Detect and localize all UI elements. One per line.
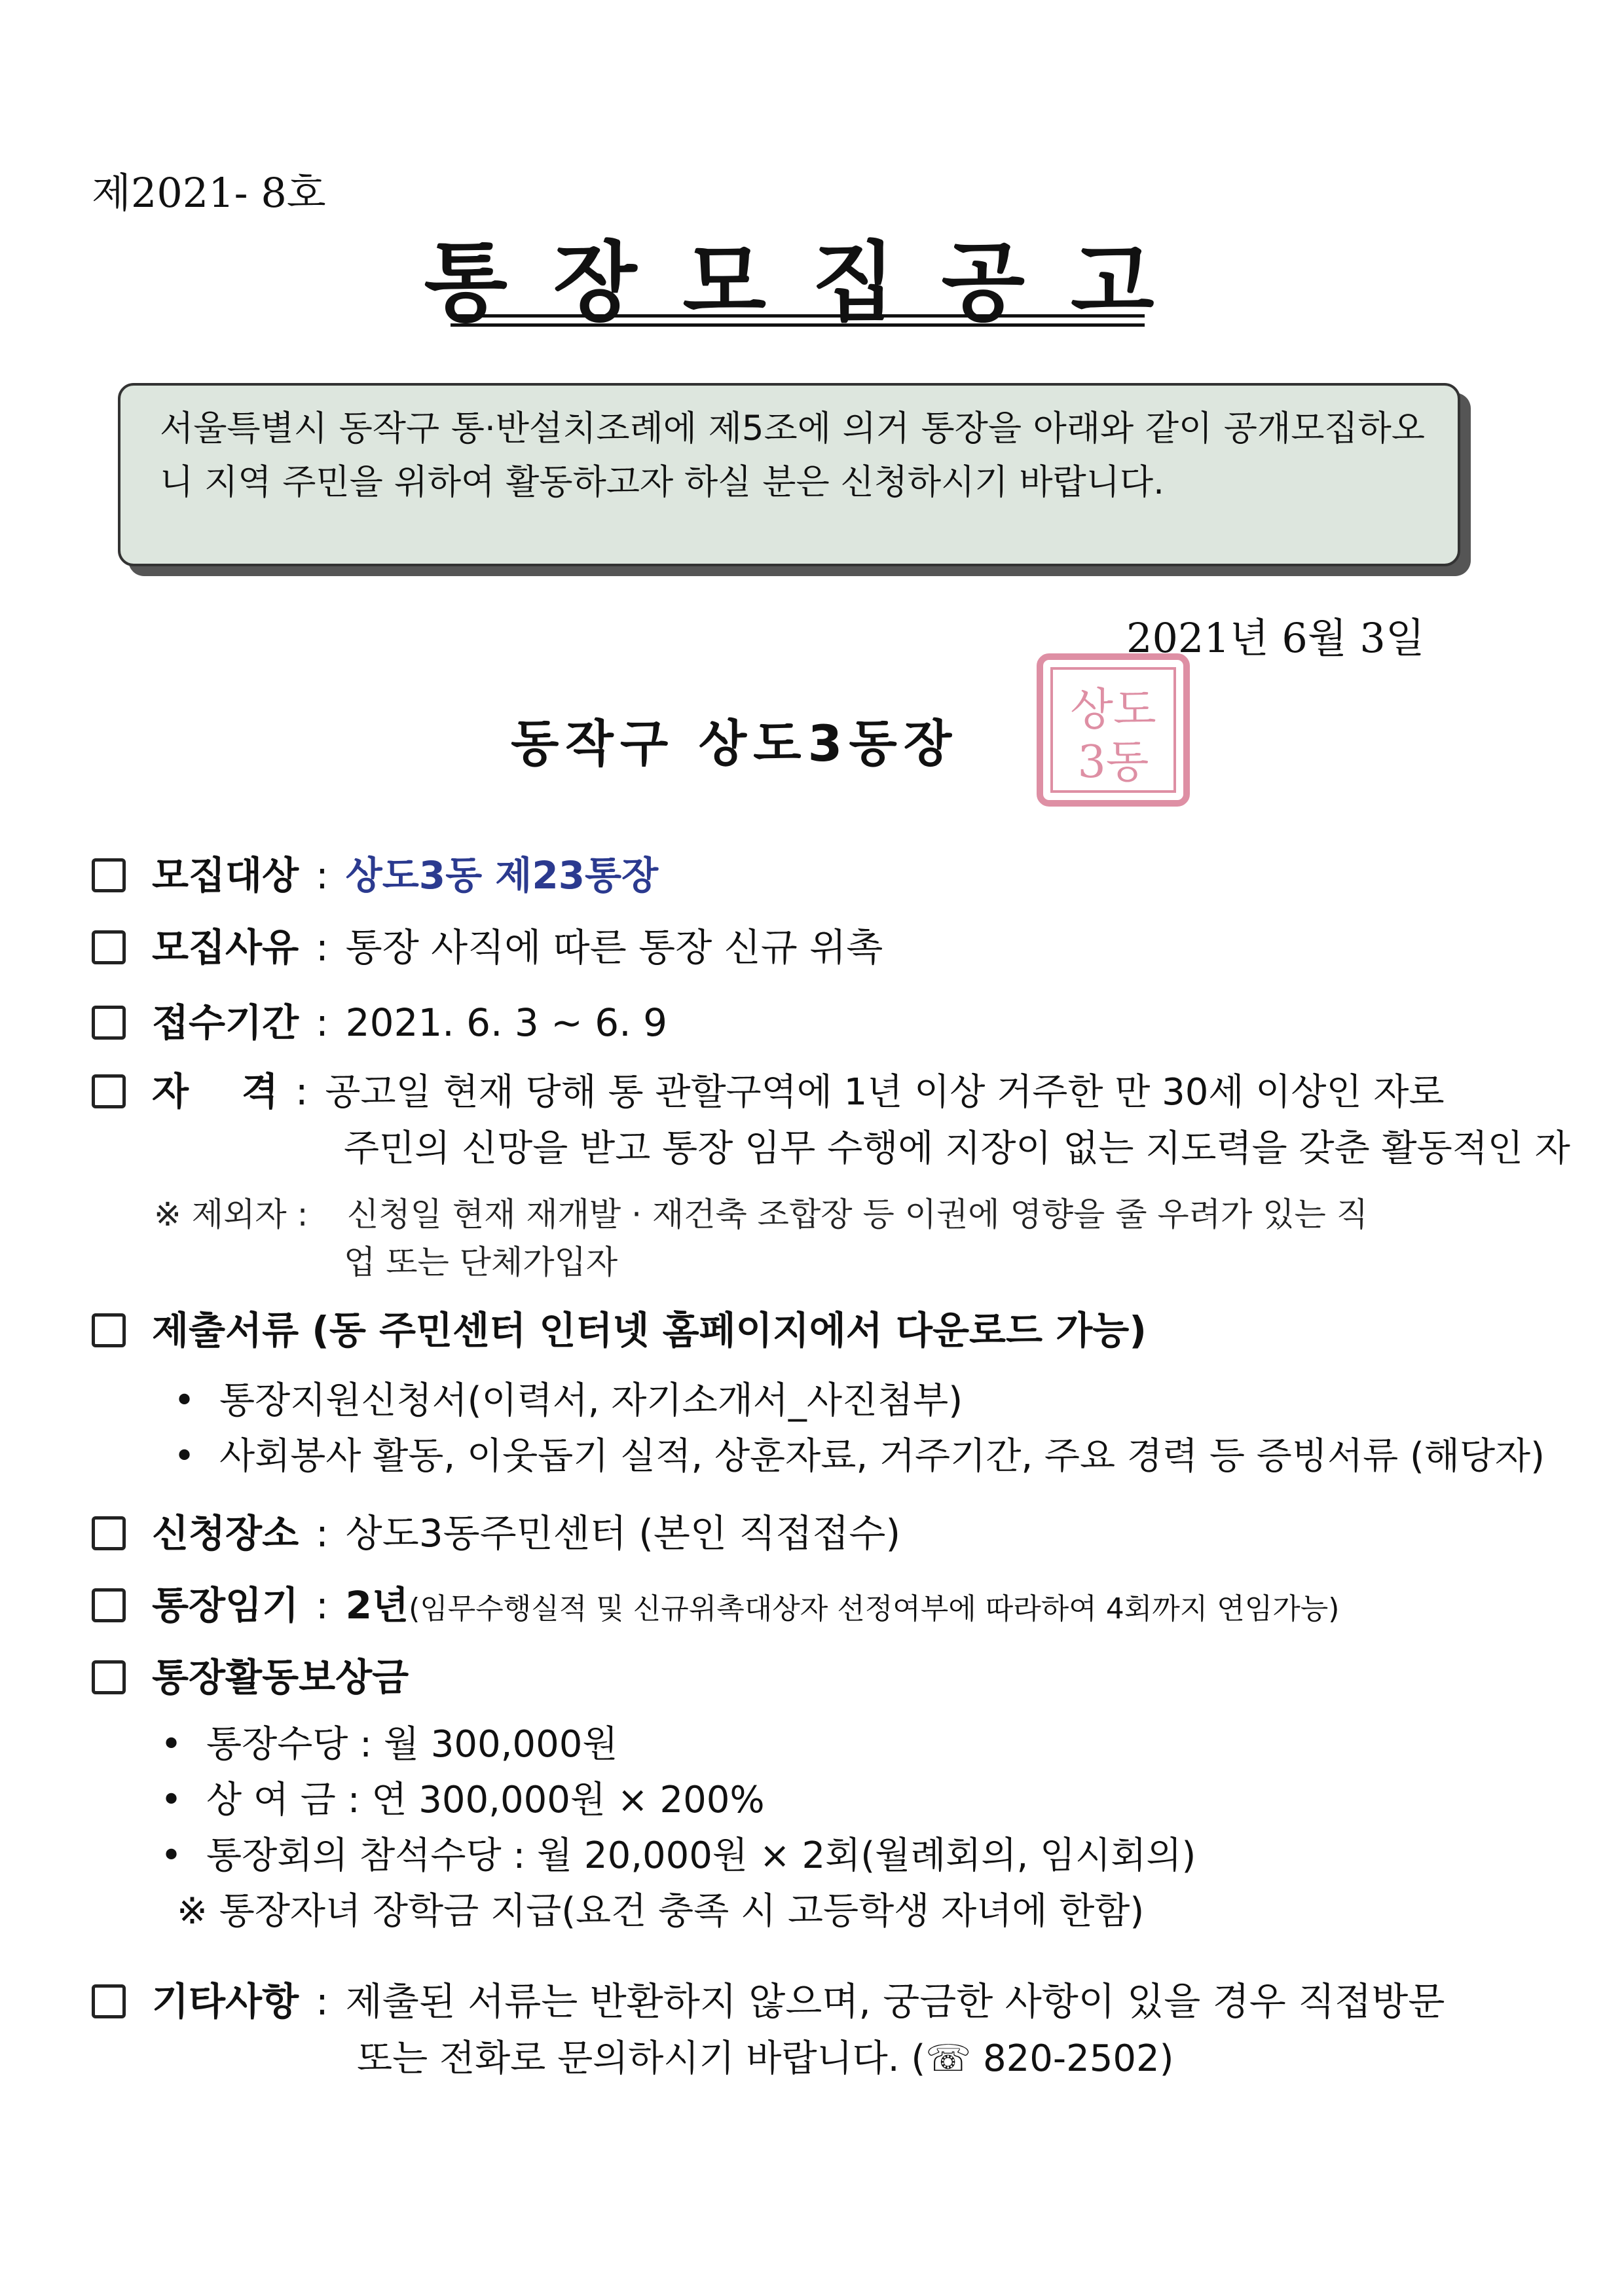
compensation-bullet-3: • 통장회의 참석수당 : 월 20,000원 × 2회(월례회의, 임시회의) [160, 1834, 1196, 1877]
item-value: 상도3동 제23통장 [345, 853, 659, 898]
item-label: 접수기간 [152, 1000, 299, 1045]
item-value: 상도3동주민센터 (본인 직접접수) [345, 1511, 901, 1556]
checkbox-icon [92, 1984, 126, 2018]
checkbox-icon [92, 1660, 126, 1694]
term-detail: (임무수행실적 및 신규위촉대상자 선정여부에 따라하여 4회까지 연임가능) [409, 1592, 1340, 1626]
item-reason: 모집사유 : 통장 사직에 따른 통장 신규 위촉 [92, 917, 883, 972]
exclusion-note-mark: ※ 제외자 : [154, 1195, 308, 1233]
official-seal [1035, 651, 1192, 809]
documents-bullet-2: • 사회봉사 활동, 이웃돕기 실적, 상훈자료, 거주기간, 주요 경력 등 증빙서류 (해당자) [174, 1435, 1545, 1478]
item-label: 제출서류 (동 주민센터 인터넷 홈페이지에서 다운로드 가능) [152, 1308, 1147, 1353]
item-label: 신청장소 [152, 1511, 299, 1556]
item-label: 모집대상 [152, 853, 299, 898]
document-number: 제2021- 8호 [92, 169, 326, 217]
item-period: 접수기간 : 2021. 6. 3 ~ 6. 9 [92, 992, 667, 1047]
compensation-note: ※ 통장자녀 장학금 지급(요건 충족 시 고등학생 자녀에 한함) [177, 1890, 1145, 1933]
checkbox-icon [92, 1516, 126, 1550]
compensation-bullet-1: • 통장수당 : 월 300,000원 [160, 1723, 618, 1766]
intro-box [118, 383, 1460, 566]
item-label: 모집사유 [152, 925, 299, 970]
document-title: 통장모집공고 [424, 232, 1200, 333]
checkbox-icon [92, 858, 126, 892]
item-other: 기타사항 : 제출된 서류는 반환하지 않으며, 궁금한 사항이 있을 경우 직접방문 [92, 1971, 1445, 2026]
checkbox-icon [92, 1074, 126, 1108]
item-compensation [92, 1647, 409, 1702]
item-label: 통장임기 [152, 1583, 299, 1628]
item-qualification: 자 격 : 공고일 현재 당해 통 관할구역에 1년 이상 거주한 만 30세 이상인 자로 [92, 1061, 1445, 1116]
item-term: 통장임기 : 2년(임무수행실적 및 신규위촉대상자 선정여부에 따라하여 4회까지 연임가능) [92, 1575, 1339, 1630]
qualification-line2: 주민의 신망을 받고 통장 임무 수행에 지장이 없는 지도력을 갖춘 활동적인 자 [344, 1127, 1570, 1170]
item-value: 공고일 현재 당해 통 관할구역에 1년 이상 거주한 만 30세 이상인 자로 [325, 1071, 1445, 1114]
checkbox-icon [92, 1006, 126, 1040]
documents-bullet-1: • 통장지원신청서(이력서, 자기소개서_사진첨부) [174, 1379, 963, 1422]
item-label: 자 격 [152, 1069, 278, 1114]
checkbox-icon [92, 930, 126, 964]
exclusion-note-line2: 업 또는 단체가입자 [344, 1243, 618, 1281]
item-value: 통장 사직에 따른 통장 신규 위촉 [345, 925, 883, 970]
item-label: 기타사항 [152, 1979, 299, 2024]
item-target: 모집대상 : 상도3동 제23통장 [92, 845, 658, 900]
item-value: 제출된 서류는 반환하지 않으며, 궁금한 사항이 있을 경우 직접방문 [345, 1979, 1445, 2024]
compensation-bullet-2: • 상 여 금 : 연 300,000원 × 200% [160, 1779, 765, 1821]
issuer-name: 동작구 상도3동장 [511, 714, 959, 773]
other-line2: 또는 전화로 문의하시기 바랍니다. (☏ 820-2502) [357, 2037, 1174, 2080]
checkbox-icon [92, 1313, 126, 1347]
svg-text:상도: 상도 [1070, 684, 1156, 736]
item-place: 신청장소 : 상도3동주민센터 (본인 직접접수) [92, 1503, 900, 1558]
intro-text: 서울특별시 동작구 통·반설치조례에 제5조에 의거 통장을 아래와 같이 공개모집하오니 지역 주민을 위하여 활동하고자 하실 분은 신청하시기 바랍니다. [160, 409, 1425, 502]
exclusion-note-line1: 신청일 현재 재개발 · 재건축 조합장 등 이권에 영향을 줄 우려가 있는 직 [347, 1195, 1369, 1233]
item-documents [92, 1300, 1147, 1355]
item-value: 2년 [345, 1583, 409, 1628]
svg-text:3동: 3동 [1077, 737, 1149, 788]
item-value: 2021. 6. 3 ~ 6. 9 [345, 1000, 667, 1045]
issue-date: 2021년 6월 3일 [1126, 614, 1425, 662]
checkbox-icon [92, 1588, 126, 1622]
title-underline [451, 314, 1145, 327]
item-label: 통장활동보상금 [152, 1655, 409, 1700]
